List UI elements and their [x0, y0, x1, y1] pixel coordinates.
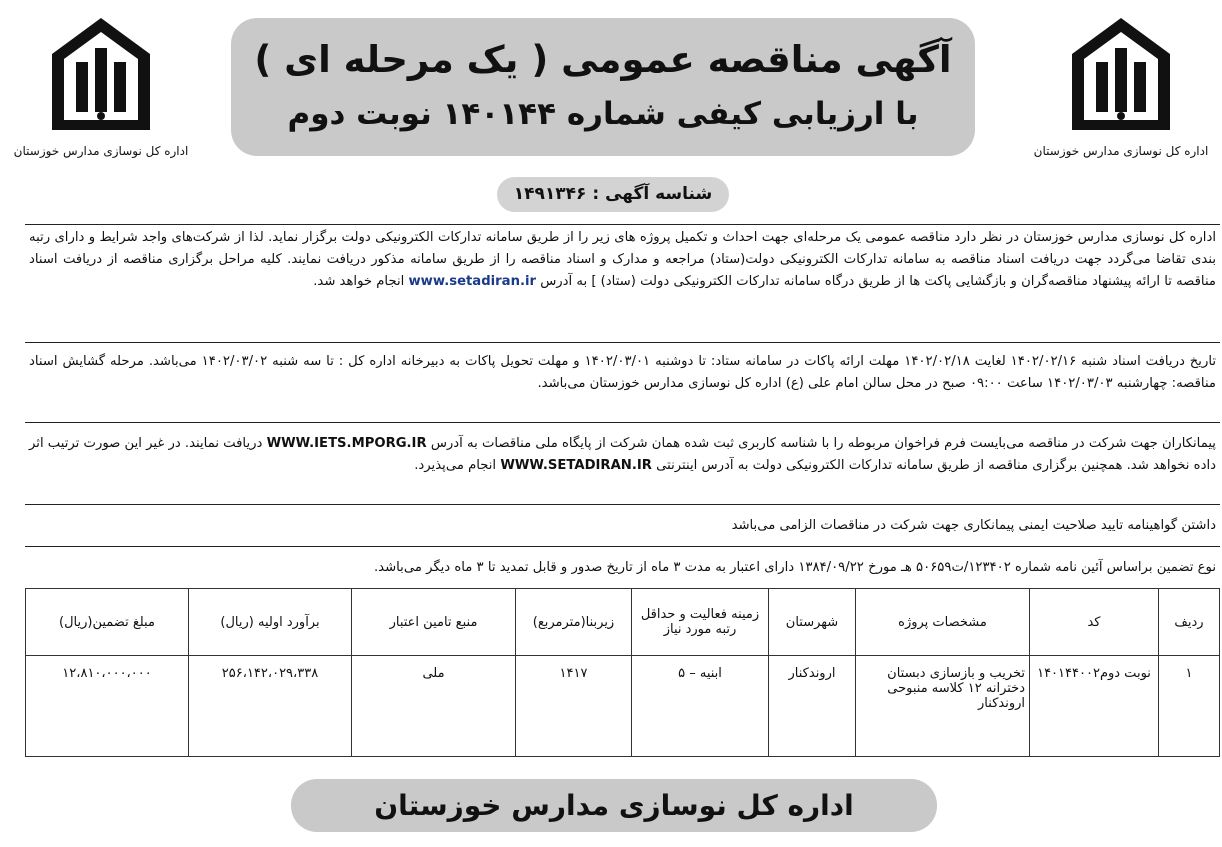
title-line-2: با ارزیابی کیفی شماره ۱۴۰۱۴۴ نوبت دوم: [287, 96, 919, 132]
notice-body: [25, 224, 1220, 839]
right-logo: [1026, 14, 1216, 158]
iets-link[interactable]: WWW.IETS.MPORG.IR: [266, 436, 427, 451]
org-emblem-icon: [46, 14, 156, 134]
ad-identifier: شناسه آگهی : ۱۴۹۱۳۴۶: [497, 177, 729, 212]
contractors-text-b: دریافت نمایند. در غیر این صورت ترتیب اثر داده نخواهد شد. همچنین برگزاری مناقصه از طریق سامانه تدارکات الکترونیکی دولت به آدرس اینترنتی: [29, 436, 1216, 473]
paragraph-contractors: [25, 422, 1220, 504]
title-line-1: آگهی مناقصه عمومی ( یک مرحله ای ): [254, 38, 952, 81]
org-emblem-icon: [1066, 14, 1176, 134]
cell-estimate: ۲۵۶،۱۴۲،۰۲۹،۳۳۸: [189, 656, 352, 757]
cell-project: تخریب و بازسازی دبستان دخترانه ۱۲ کلاسه منبوحی اروندکنار: [856, 656, 1030, 757]
projects-table: [25, 588, 1220, 757]
col-activity: زمینه فعالیت و حداقل رتبه مورد نیاز: [632, 589, 769, 656]
cell-area: ۱۴۱۷: [516, 656, 632, 757]
col-row-no: ردیف: [1159, 589, 1220, 656]
col-guarantee: مبلغ تضمین(ریال): [26, 589, 189, 656]
title-banner: [231, 18, 975, 156]
col-county: شهرستان: [769, 589, 856, 656]
col-funding: منبع تامین اعتبار: [352, 589, 516, 656]
intro-end: انجام خواهد شد.: [313, 274, 405, 289]
paragraph-dates: تاریخ دریافت اسناد شنبه ۱۴۰۲/۰۲/۱۶ لغایت ۱۴۰۲/۰۲/۱۸ مهلت ارائه پاکات در سامانه ستاد: تا دوشنبه ۱۴۰۲/۰۳/۰۱ و مهلت تحویل پاکات به دبیرخانه اداره کل : تا سه شنبه ۱۴۰۲/۰۳/۰۲ می‌باشد. مرحله گشایش اسناد مناقصه: چهارشنبه ۱۴۰۲/۰۳/۰۳ ساعت ۰۹:۰۰ صبح در محل سالن امام علی (ع) اداره کل نوسازی مدارس خوزستان می‌باشد.: [25, 342, 1220, 422]
paragraph-intro: [25, 224, 1220, 342]
setadiran-link[interactable]: www.setadiran.ir: [408, 274, 536, 289]
table-header-row: [26, 589, 1220, 656]
col-code: کد: [1030, 589, 1159, 656]
intro-text: اداره کل نوسازی مدارس خوزستان در نظر دارد مناقصه عمومی یک مرحله‌ای جهت احداث و تکمیل پروژه های زیر را از طریق سامانه تدارکات الکترونیکی دولت برگزار نماید. لذا از شرکت‌های واجد شرایط و دارای رتبه بندی تقاضا می‌گردد جهت دریافت اسناد مناقصه به سامانه تدارکات الکترونیکی دولت(ستاد) مراجعه و مدارک و اسناد مناقصه را از طریق سامانه مذکور دریافت نمایند. کلیه مراحل برگزاری مناقصه از دریافت اسناد مناقصه تا ارائه پیشنهاد مناقصه‌گران و بازگشایی پاکت ها از طریق درگاه سامانه تدارکات الکترونیکی دولت (ستاد) ] به آدرس: [29, 230, 1216, 289]
cell-activity: ابنیه – ۵: [632, 656, 769, 757]
cell-funding: ملی: [352, 656, 516, 757]
cell-code: نوبت دوم۱۴۰۱۴۴۰۰۲: [1030, 656, 1159, 757]
footer-banner: اداره کل نوسازی مدارس خوزستان: [291, 779, 937, 832]
col-estimate: برآورد اولیه (ریال): [189, 589, 352, 656]
setadiran-link-upper[interactable]: WWW.SETADIRAN.IR: [500, 458, 652, 473]
org-caption-left: اداره کل نوسازی مدارس خوزستان: [13, 144, 189, 158]
col-area: زیربنا(مترمربع): [516, 589, 632, 656]
col-project: مشخصات پروژه: [856, 589, 1030, 656]
cell-county: اروندکنار: [769, 656, 856, 757]
org-caption-right: اداره کل نوسازی مدارس خوزستان: [1033, 144, 1209, 158]
paragraph-guarantee: نوع تضمین براساس آئین نامه شماره ۱۲۳۴۰۲/ت۵۰۶۵۹ هـ مورخ ۱۳۸۴/۰۹/۲۲ دارای اعتبار به مدت ۳ ماه از تاریخ صدور و قابل تمدید تا ۳ ماه دیگر می‌باشد.: [25, 546, 1220, 588]
left-logo: [6, 14, 196, 158]
paragraph-safety: داشتن گواهینامه تایید صلاحیت ایمنی پیمانکاری جهت شرکت در مناقصات الزامی می‌باشد: [25, 504, 1220, 546]
contractors-text-a: پیمانکاران جهت شرکت در مناقصه می‌بایست فرم فراخوان مربوطه را با شناسه کاربری ثبت شده همان شرکت از پایگاه ملی مناقصات به آدرس: [430, 436, 1216, 451]
table-row: [26, 656, 1220, 757]
cell-row-no: ۱: [1159, 656, 1220, 757]
contractors-text-c: انجام می‌پذیرد.: [414, 458, 497, 473]
cell-guarantee: ۱۲،۸۱۰،۰۰۰،۰۰۰: [26, 656, 189, 757]
